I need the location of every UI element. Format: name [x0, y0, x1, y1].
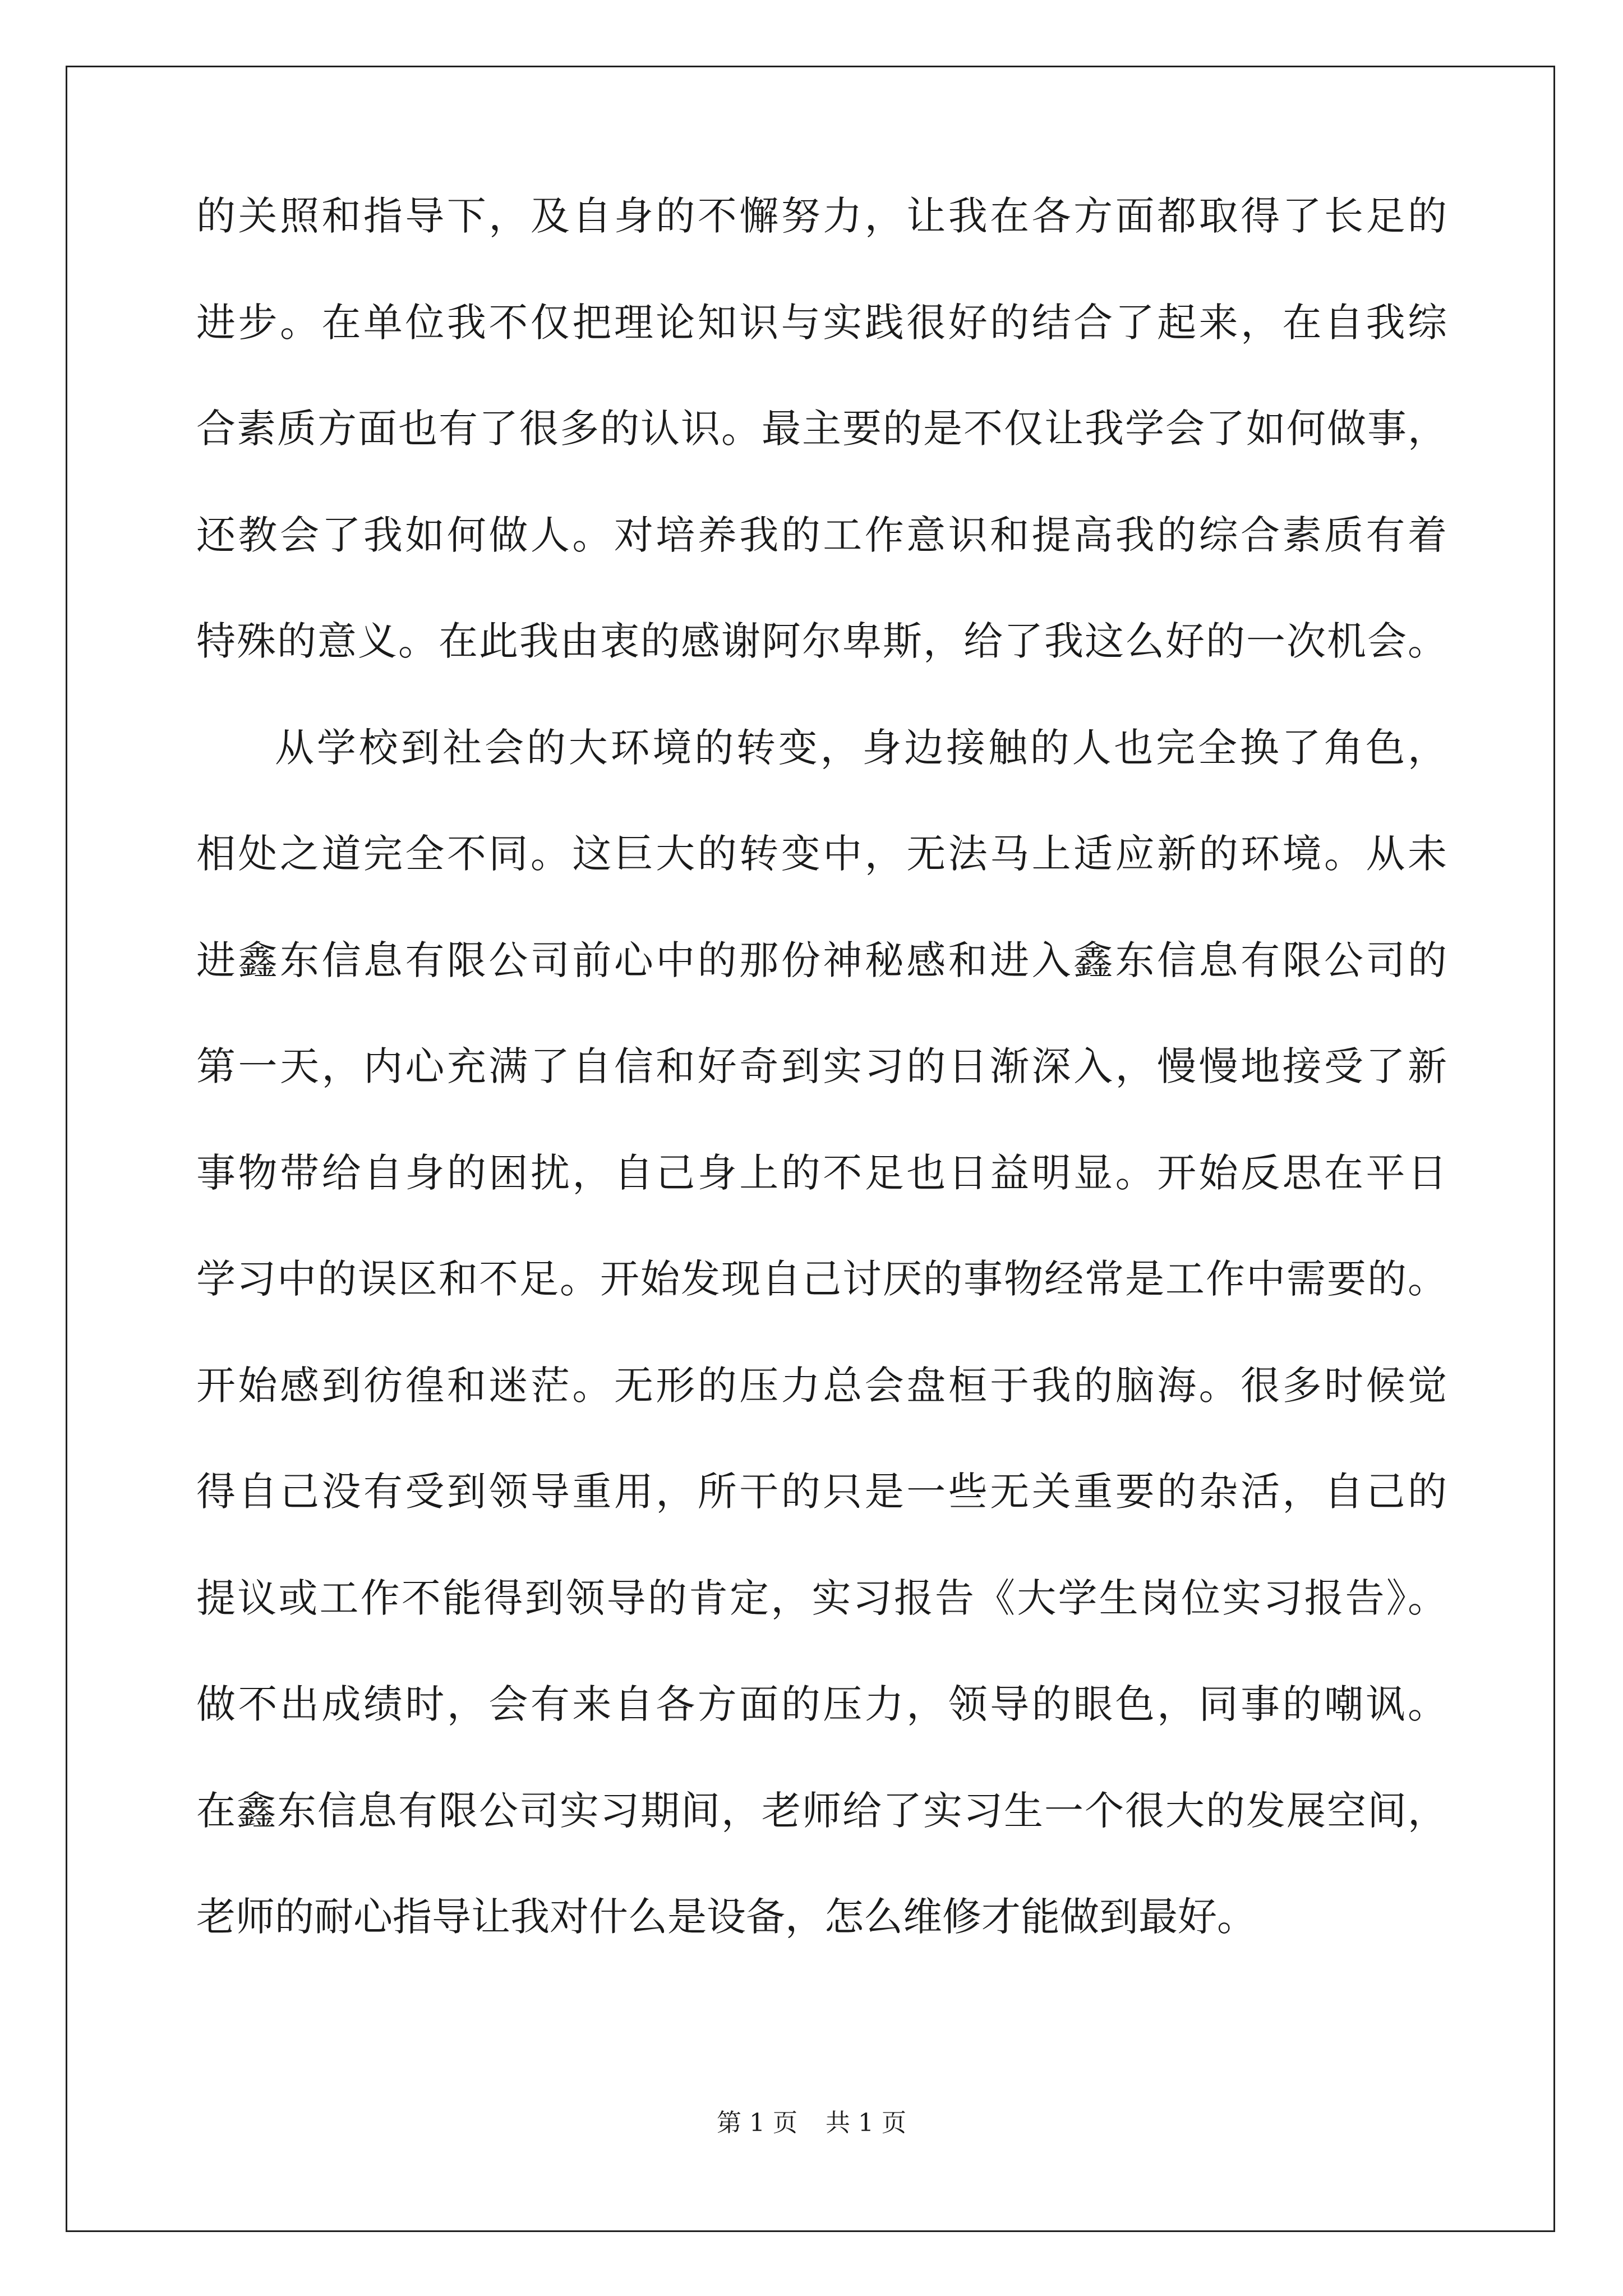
text-line-6-paragraph-start: 从学校到社会的大环境的转变，身边接触的人也完全换了角色， [275, 724, 1447, 771]
text-line-7: 相处之道完全不同。这巨大的转变中，无法马上适应新的环境。从未 [196, 831, 1447, 877]
text-line-5: 特殊的意义。在此我由衷的感谢阿尔卑斯，给了我这么好的一次机会。 [196, 618, 1447, 664]
text-line-1: 的关照和指导下，及自身的不懈努力，让我在各方面都取得了长足的 [196, 193, 1447, 239]
text-line-9: 第一天，内心充满了自信和好奇到实习的日渐深入，慢慢地接受了新 [196, 1043, 1447, 1089]
document-body [196, 190, 1447, 1997]
text-line-2: 进步。在单位我不仅把理论知识与实践很好的结合了起来，在自我综 [196, 299, 1447, 346]
text-line-12: 开始感到彷徨和迷茫。无形的压力总会盘桓于我的脑海。很多时候觉 [196, 1362, 1447, 1409]
text-line-11: 学习中的误区和不足。开始发现自己讨厌的事物经常是工作中需要的。 [196, 1256, 1447, 1302]
text-line-8: 进鑫东信息有限公司前心中的那份神秘感和进入鑫东信息有限公司的 [196, 937, 1447, 983]
text-line-3: 合素质方面也有了很多的认识。最主要的是不仅让我学会了如何做事， [196, 406, 1447, 452]
page-total: 共 1 页 [826, 2109, 906, 2137]
text-line-13: 得自己没有受到领导重用，所干的只是一些无关重要的杂活，自己的 [196, 1469, 1447, 1515]
text-line-14: 提议或工作不能得到领导的肯定，实习报告《大学生岗位实习报告》。 [196, 1575, 1447, 1621]
page-number: 第 1 页 [717, 2109, 797, 2137]
text-line-15: 做不出成绩时，会有来自各方面的压力，领导的眼色，同事的嘲讽。 [196, 1681, 1447, 1727]
text-line-10: 事物带给自身的困扰，自己身上的不足也日益明显。开始反思在平日 [196, 1149, 1447, 1196]
page-footer [0, 2106, 1623, 2140]
text-line-4: 还教会了我如何做人。对培养我的工作意识和提高我的综合素质有着 [196, 512, 1447, 558]
text-line-17: 老师的耐心指导让我对什么是设备，怎么维修才能做到最好。 [196, 1894, 1256, 1940]
text-line-16: 在鑫东信息有限公司实习期间，老师给了实习生一个很大的发展空间， [196, 1787, 1447, 1834]
